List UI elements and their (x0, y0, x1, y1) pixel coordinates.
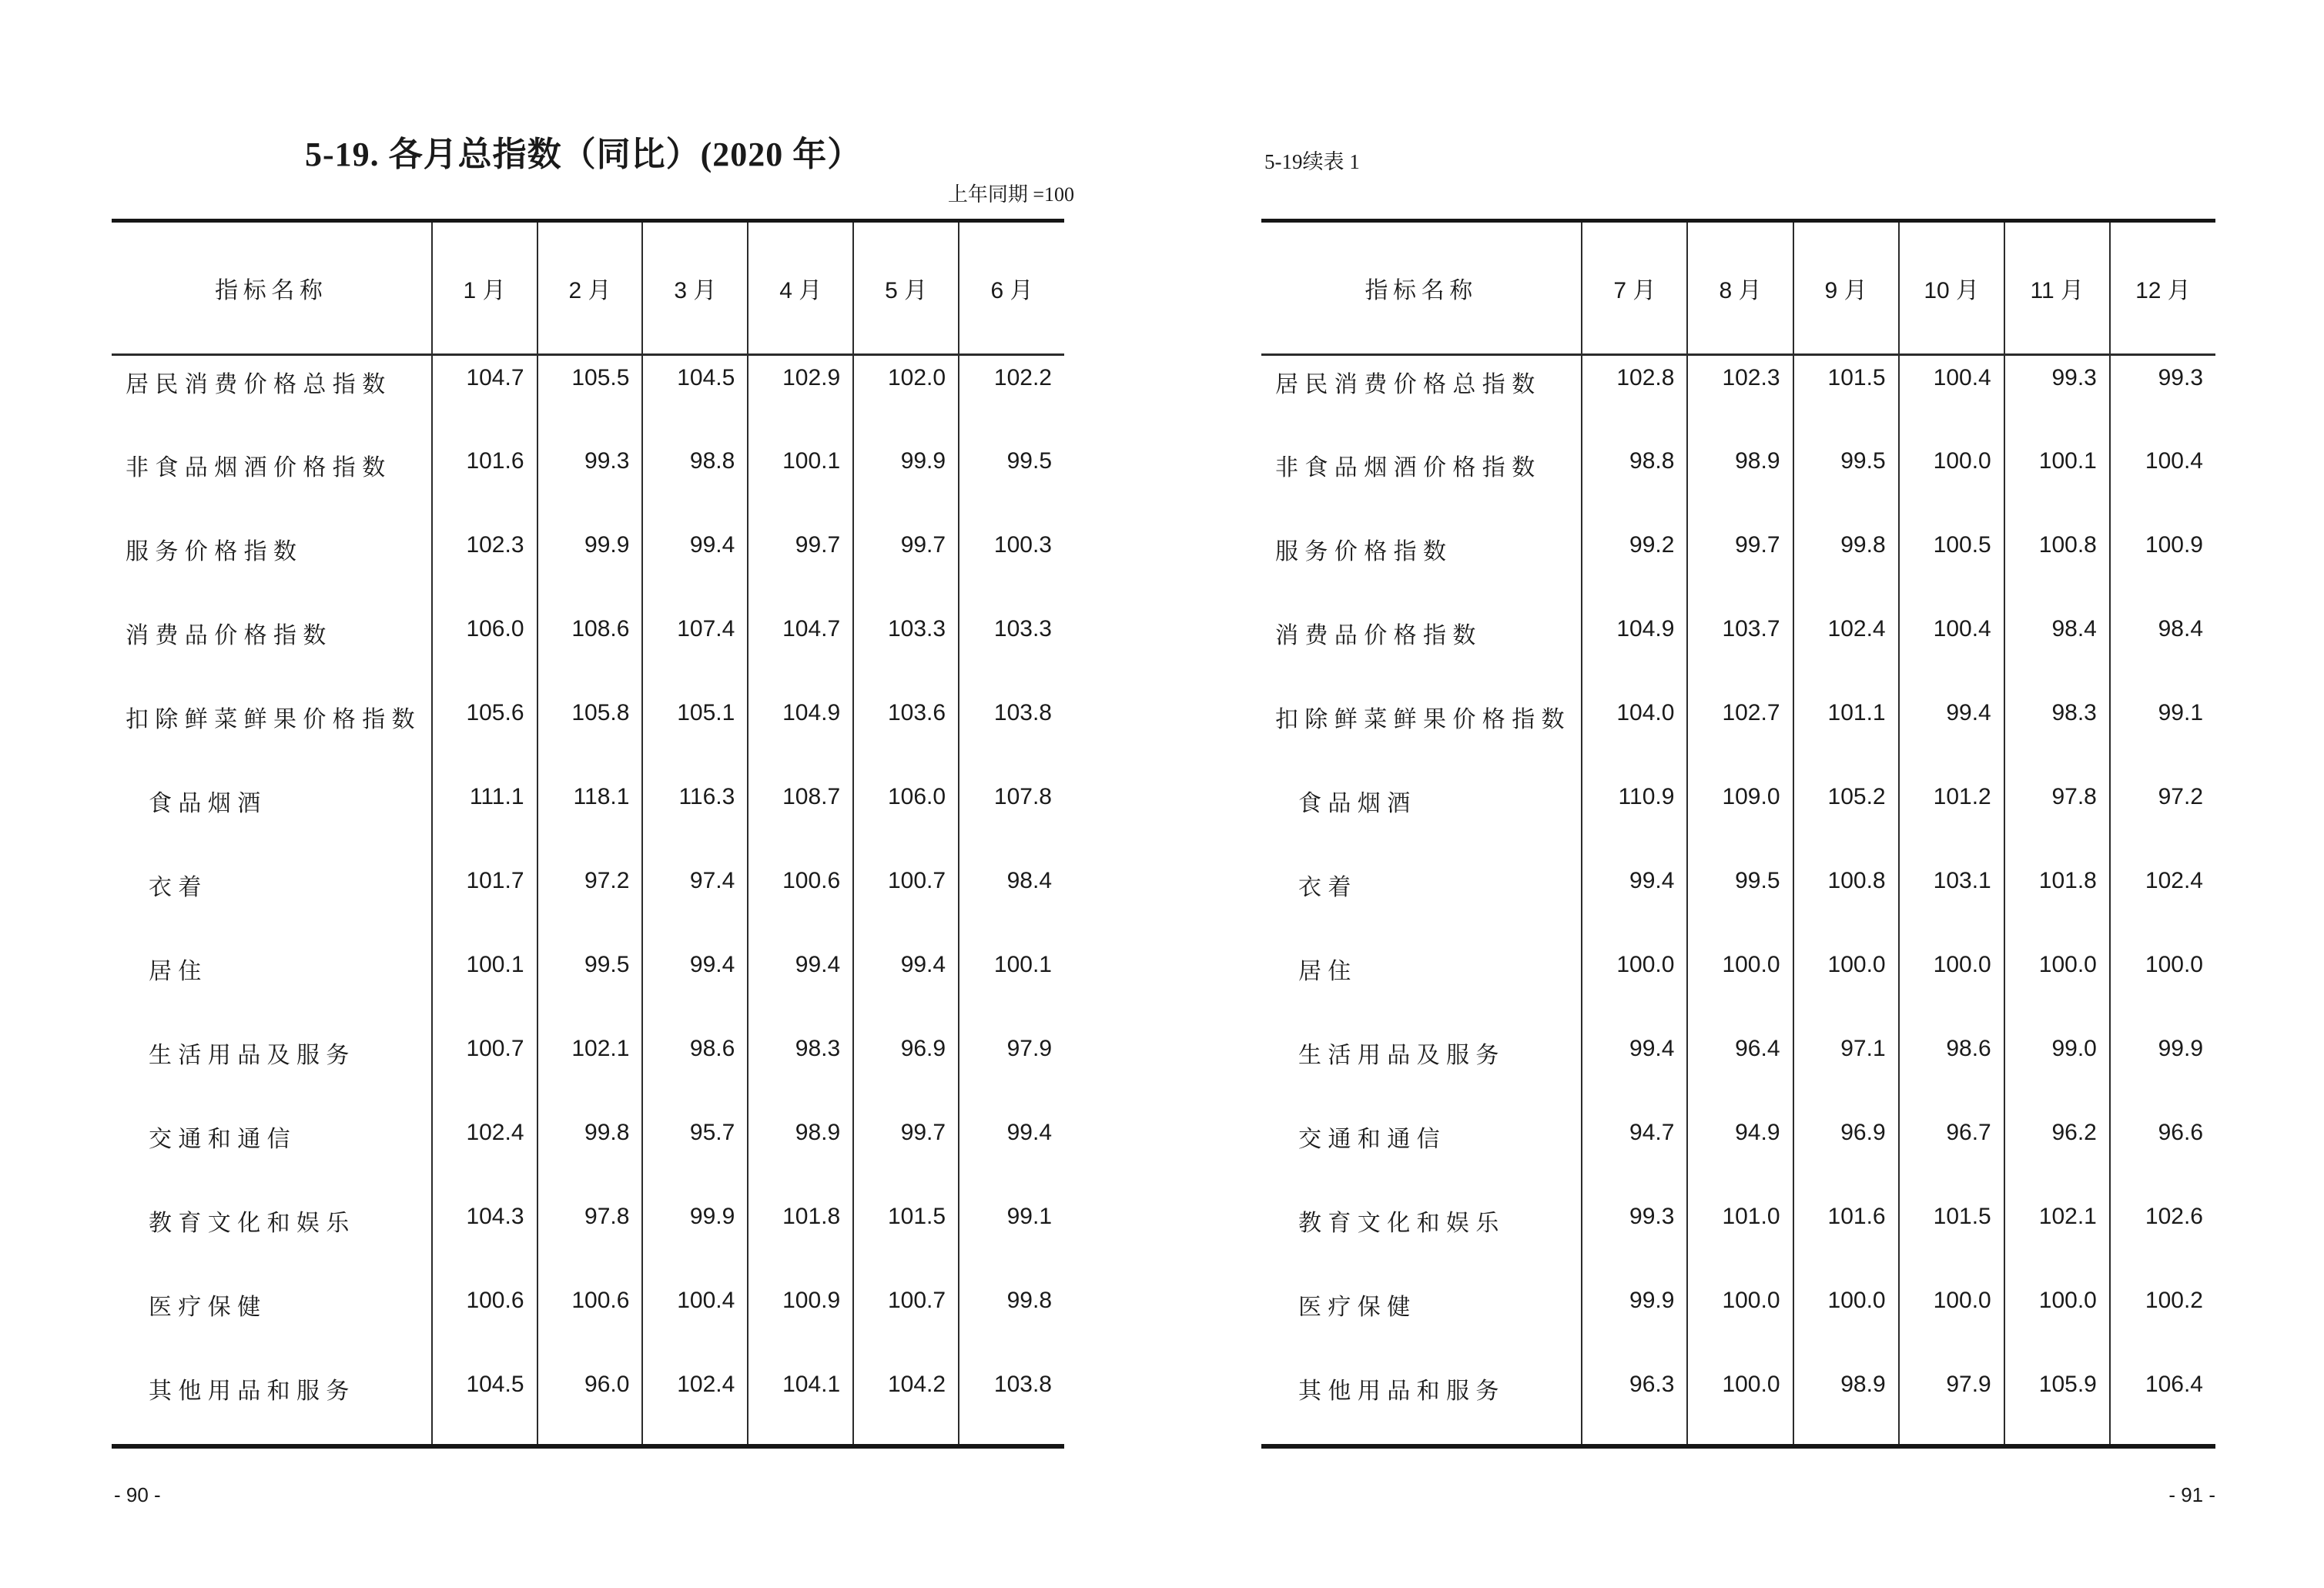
value-cell: 100.7 (432, 1027, 537, 1111)
page-number-right: - 91 - (2168, 1483, 2215, 1506)
value-cell: 96.9 (1793, 1111, 1899, 1194)
value-cell: 96.3 (1582, 1362, 1687, 1446)
value-cell: 99.7 (853, 1111, 959, 1194)
value-cell: 118.1 (537, 775, 643, 859)
value-cell: 106.0 (853, 775, 959, 859)
value-cell: 97.8 (537, 1194, 643, 1278)
row-label: 居住 (1298, 958, 1358, 984)
value-cell: 97.9 (1899, 1362, 2004, 1446)
table-row (112, 1278, 1064, 1362)
row-label: 其他用品和服务 (149, 1378, 356, 1404)
value-cell: 104.9 (1582, 607, 1687, 691)
value-cell: 100.0 (2004, 1278, 2110, 1362)
table-row (1261, 859, 2215, 943)
value-cell: 102.4 (432, 1111, 537, 1194)
value-cell: 102.4 (642, 1362, 748, 1446)
value-cell: 96.0 (537, 1362, 643, 1446)
value-cell: 99.7 (853, 523, 959, 607)
row-label: 衣着 (1298, 874, 1358, 900)
value-cell: 100.0 (2110, 943, 2215, 1027)
value-cell: 99.4 (1582, 859, 1687, 943)
value-cell: 108.6 (537, 607, 643, 691)
value-cell: 116.3 (642, 775, 748, 859)
value-cell: 103.3 (959, 607, 1064, 691)
value-cell: 99.4 (1899, 691, 2004, 775)
value-cell: 100.8 (2004, 523, 2110, 607)
value-cell: 102.8 (1582, 355, 1687, 439)
value-cell: 99.4 (1582, 1027, 1687, 1111)
value-cell: 99.7 (1687, 523, 1793, 607)
table-row (1261, 1027, 2215, 1111)
value-cell: 100.7 (853, 1278, 959, 1362)
value-cell: 99.8 (959, 1278, 1064, 1362)
table-row (112, 943, 1064, 1027)
value-cell: 100.0 (2004, 943, 2110, 1027)
value-cell: 101.0 (1687, 1194, 1793, 1278)
row-label: 交通和通信 (149, 1126, 296, 1152)
table-row (112, 775, 1064, 859)
value-cell: 98.4 (959, 859, 1064, 943)
value-cell: 100.0 (1899, 943, 2004, 1027)
table-title: 5-19. 各月总指数（同比）(2020 年） (305, 136, 862, 173)
month-column-header: 6 月 (959, 221, 1064, 355)
month-column-header: 12 月 (2110, 221, 2215, 355)
row-label: 教育文化和娱乐 (1298, 1210, 1505, 1236)
value-cell: 96.2 (2004, 1111, 2110, 1194)
value-cell: 102.6 (2110, 1194, 2215, 1278)
value-cell: 100.9 (2110, 523, 2215, 607)
value-cell: 104.5 (642, 355, 748, 439)
row-label: 食品烟酒 (149, 790, 267, 816)
value-cell: 98.3 (748, 1027, 853, 1111)
value-cell: 101.8 (2004, 859, 2110, 943)
value-cell: 111.1 (432, 775, 537, 859)
value-cell: 101.7 (432, 859, 537, 943)
page-number-left: - 90 - (114, 1483, 161, 1506)
row-label: 消费品价格指数 (1275, 622, 1482, 648)
month-column-header: 10 月 (1899, 221, 2004, 355)
value-cell: 100.0 (1793, 1278, 1899, 1362)
value-cell: 99.1 (2110, 691, 2215, 775)
value-cell: 107.4 (642, 607, 748, 691)
value-cell: 100.1 (432, 943, 537, 1027)
value-cell: 99.4 (853, 943, 959, 1027)
value-cell: 106.4 (2110, 1362, 2215, 1446)
month-column-header: 3 月 (642, 221, 748, 355)
value-cell: 104.0 (1582, 691, 1687, 775)
value-cell: 103.8 (959, 1362, 1064, 1446)
value-cell: 105.6 (432, 691, 537, 775)
value-cell: 101.6 (432, 439, 537, 523)
value-cell: 99.3 (2110, 355, 2215, 439)
value-cell: 103.7 (1687, 607, 1793, 691)
value-cell: 110.9 (1582, 775, 1687, 859)
table-row (1261, 355, 2215, 439)
value-cell: 98.9 (1687, 439, 1793, 523)
indicator-column-header: 指标名称 (1261, 221, 1582, 355)
month-column-header: 11 月 (2004, 221, 2110, 355)
value-cell: 100.1 (959, 943, 1064, 1027)
value-cell: 102.1 (537, 1027, 643, 1111)
value-cell: 100.4 (642, 1278, 748, 1362)
row-label: 扣除鲜菜鲜果价格指数 (126, 706, 421, 732)
value-cell: 99.3 (2004, 355, 2110, 439)
table-row (112, 859, 1064, 943)
table-row (1261, 1194, 2215, 1278)
table-row (112, 439, 1064, 523)
value-cell: 99.8 (1793, 523, 1899, 607)
value-cell: 99.0 (2004, 1027, 2110, 1111)
month-column-header: 2 月 (537, 221, 643, 355)
value-cell: 99.5 (1687, 859, 1793, 943)
value-cell: 101.5 (1793, 355, 1899, 439)
row-label: 服务价格指数 (126, 538, 303, 565)
row-label: 服务价格指数 (1275, 538, 1453, 565)
value-cell: 96.4 (1687, 1027, 1793, 1111)
value-cell: 99.4 (959, 1111, 1064, 1194)
table-row (1261, 607, 2215, 691)
value-cell: 97.1 (1793, 1027, 1899, 1111)
value-cell: 104.2 (853, 1362, 959, 1446)
value-cell: 99.9 (853, 439, 959, 523)
value-cell: 94.9 (1687, 1111, 1793, 1194)
indicator-column-header: 指标名称 (112, 221, 432, 355)
monthly-index-table-jan-jun (112, 219, 1064, 1449)
value-cell: 101.6 (1793, 1194, 1899, 1278)
value-cell: 106.0 (432, 607, 537, 691)
value-cell: 107.8 (959, 775, 1064, 859)
value-cell: 99.1 (959, 1194, 1064, 1278)
row-label: 其他用品和服务 (1298, 1378, 1505, 1404)
value-cell: 102.4 (2110, 859, 2215, 943)
value-cell: 105.2 (1793, 775, 1899, 859)
table-row (1261, 1362, 2215, 1446)
value-cell: 100.8 (1793, 859, 1899, 943)
value-cell: 101.5 (853, 1194, 959, 1278)
value-cell: 95.7 (642, 1111, 748, 1194)
value-cell: 98.4 (2004, 607, 2110, 691)
table-row (112, 355, 1064, 439)
value-cell: 100.4 (1899, 355, 2004, 439)
index-base-note: 上年同期 =100 (947, 183, 1074, 206)
value-cell: 99.8 (537, 1111, 643, 1194)
value-cell: 103.6 (853, 691, 959, 775)
value-cell: 99.5 (959, 439, 1064, 523)
value-cell: 97.2 (537, 859, 643, 943)
value-cell: 98.9 (748, 1111, 853, 1194)
value-cell: 96.6 (2110, 1111, 2215, 1194)
value-cell: 100.1 (2004, 439, 2110, 523)
header-row (1261, 221, 2215, 355)
table-row (1261, 691, 2215, 775)
table-row (112, 607, 1064, 691)
month-column-header: 4 月 (748, 221, 853, 355)
value-cell: 100.0 (1687, 1278, 1793, 1362)
value-cell: 101.2 (1899, 775, 2004, 859)
table-row (1261, 1278, 2215, 1362)
value-cell: 102.1 (2004, 1194, 2110, 1278)
value-cell: 98.8 (1582, 439, 1687, 523)
month-column-header: 5 月 (853, 221, 959, 355)
value-cell: 104.3 (432, 1194, 537, 1278)
row-label: 消费品价格指数 (126, 622, 333, 648)
table-row (112, 1194, 1064, 1278)
value-cell: 102.3 (1687, 355, 1793, 439)
value-cell: 105.5 (537, 355, 643, 439)
value-cell: 97.2 (2110, 775, 2215, 859)
value-cell: 102.7 (1687, 691, 1793, 775)
value-cell: 98.3 (2004, 691, 2110, 775)
value-cell: 100.4 (2110, 439, 2215, 523)
value-cell: 98.6 (642, 1027, 748, 1111)
value-cell: 99.9 (2110, 1027, 2215, 1111)
value-cell: 96.7 (1899, 1111, 2004, 1194)
value-cell: 99.4 (748, 943, 853, 1027)
table-row (1261, 439, 2215, 523)
table-row (112, 1111, 1064, 1194)
value-cell: 100.5 (1899, 523, 2004, 607)
row-label: 医疗保健 (1298, 1294, 1417, 1320)
value-cell: 98.9 (1793, 1362, 1899, 1446)
value-cell: 99.4 (642, 523, 748, 607)
value-cell: 99.9 (642, 1194, 748, 1278)
value-cell: 99.3 (1582, 1194, 1687, 1278)
value-cell: 99.9 (1582, 1278, 1687, 1362)
value-cell: 104.7 (748, 607, 853, 691)
value-cell: 104.9 (748, 691, 853, 775)
value-cell: 97.8 (2004, 775, 2110, 859)
value-cell: 101.5 (1899, 1194, 2004, 1278)
row-label: 衣着 (149, 874, 208, 900)
value-cell: 94.7 (1582, 1111, 1687, 1194)
value-cell: 100.6 (432, 1278, 537, 1362)
value-cell: 100.0 (1582, 943, 1687, 1027)
value-cell: 100.6 (537, 1278, 643, 1362)
value-cell: 98.8 (642, 439, 748, 523)
table-row (1261, 775, 2215, 859)
value-cell: 99.5 (1793, 439, 1899, 523)
value-cell: 103.3 (853, 607, 959, 691)
row-label: 食品烟酒 (1298, 790, 1417, 816)
value-cell: 100.2 (2110, 1278, 2215, 1362)
value-cell: 97.9 (959, 1027, 1064, 1111)
value-cell: 101.1 (1793, 691, 1899, 775)
value-cell: 103.1 (1899, 859, 2004, 943)
value-cell: 96.9 (853, 1027, 959, 1111)
row-label: 居民消费价格总指数 (1275, 372, 1542, 397)
value-cell: 100.0 (1687, 1362, 1793, 1446)
value-cell: 99.5 (537, 943, 643, 1027)
row-label: 生活用品及服务 (149, 1042, 356, 1068)
value-cell: 99.7 (748, 523, 853, 607)
table-row (112, 1362, 1064, 1446)
continuation-table-label: 5-19续表 1 (1264, 150, 1360, 173)
value-cell: 105.8 (537, 691, 643, 775)
value-cell: 99.9 (537, 523, 643, 607)
table-row (1261, 523, 2215, 607)
month-column-header: 1 月 (432, 221, 537, 355)
value-cell: 104.1 (748, 1362, 853, 1446)
row-label: 非食品烟酒价格指数 (1275, 454, 1542, 481)
value-cell: 108.7 (748, 775, 853, 859)
value-cell: 100.0 (1687, 943, 1793, 1027)
row-label: 居民消费价格总指数 (126, 372, 392, 397)
table-row (1261, 1111, 2215, 1194)
row-label: 医疗保健 (149, 1294, 267, 1320)
month-column-header: 8 月 (1687, 221, 1793, 355)
table-row (112, 523, 1064, 607)
value-cell: 105.9 (2004, 1362, 2110, 1446)
row-label: 非食品烟酒价格指数 (126, 454, 392, 481)
monthly-index-table-jul-dec (1261, 219, 2215, 1449)
value-cell: 102.4 (1793, 607, 1899, 691)
value-cell: 100.1 (748, 439, 853, 523)
row-label: 教育文化和娱乐 (149, 1210, 356, 1236)
value-cell: 104.7 (432, 355, 537, 439)
value-cell: 100.7 (853, 859, 959, 943)
value-cell: 99.3 (537, 439, 643, 523)
value-cell: 100.9 (748, 1278, 853, 1362)
table-row (1261, 943, 2215, 1027)
value-cell: 100.0 (1899, 1278, 2004, 1362)
row-label: 居住 (149, 958, 208, 984)
value-cell: 109.0 (1687, 775, 1793, 859)
value-cell: 100.4 (1899, 607, 2004, 691)
value-cell: 100.0 (1899, 439, 2004, 523)
month-column-header: 7 月 (1582, 221, 1687, 355)
value-cell: 98.4 (2110, 607, 2215, 691)
row-label: 扣除鲜菜鲜果价格指数 (1275, 706, 1571, 732)
month-column-header: 9 月 (1793, 221, 1899, 355)
value-cell: 100.3 (959, 523, 1064, 607)
value-cell: 103.8 (959, 691, 1064, 775)
row-label: 交通和通信 (1298, 1126, 1446, 1152)
value-cell: 100.0 (1793, 943, 1899, 1027)
value-cell: 98.6 (1899, 1027, 2004, 1111)
value-cell: 102.9 (748, 355, 853, 439)
value-cell: 97.4 (642, 859, 748, 943)
value-cell: 99.4 (642, 943, 748, 1027)
value-cell: 102.3 (432, 523, 537, 607)
value-cell: 99.2 (1582, 523, 1687, 607)
table-row (112, 1027, 1064, 1111)
value-cell: 105.1 (642, 691, 748, 775)
row-label: 生活用品及服务 (1298, 1042, 1505, 1068)
value-cell: 102.2 (959, 355, 1064, 439)
value-cell: 100.6 (748, 859, 853, 943)
header-row (112, 221, 1064, 355)
value-cell: 102.0 (853, 355, 959, 439)
value-cell: 101.8 (748, 1194, 853, 1278)
table-row (112, 691, 1064, 775)
value-cell: 104.5 (432, 1362, 537, 1446)
